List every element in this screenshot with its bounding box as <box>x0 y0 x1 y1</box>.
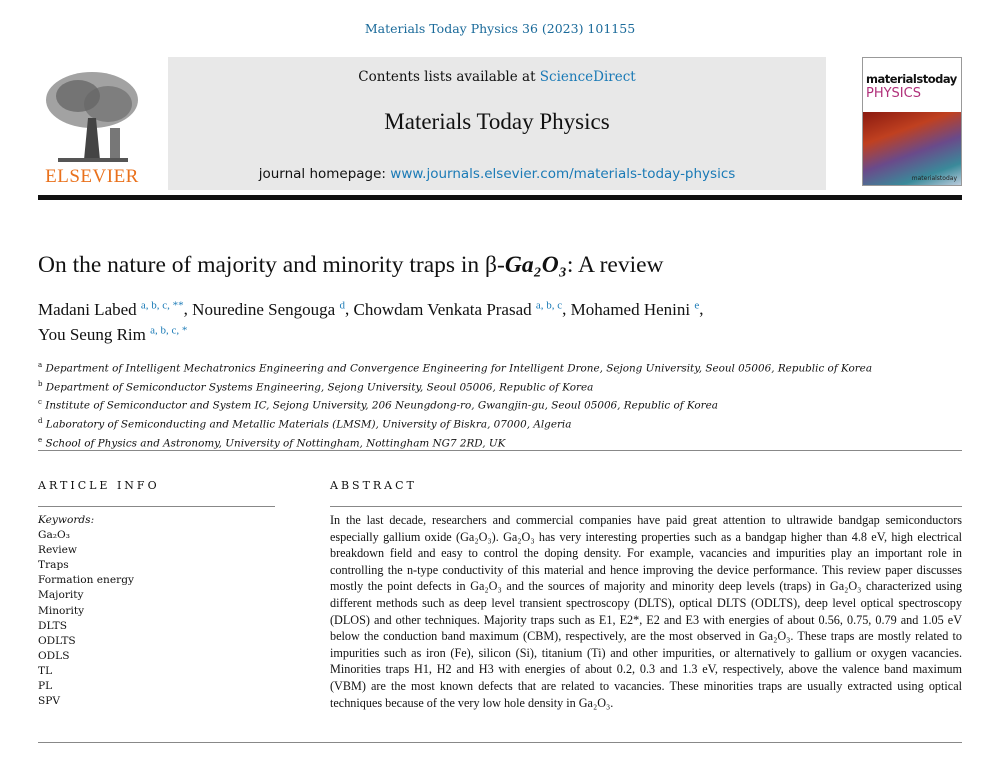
keywords-label: Keywords: <box>38 514 95 526</box>
article-info-heading: ARTICLE INFO <box>38 479 160 492</box>
title-text: On the nature of majority and minority traps in β- <box>38 252 505 278</box>
elsevier-wordmark: ELSEVIER <box>45 166 139 187</box>
keyword: PL <box>38 680 53 693</box>
affiliation: $^c$ Institute of Semiconductor and System IC, Sejong University, 206 Neungdong-ro, Gwangjin-gu, Seoul 05006, Republic of Korea <box>38 398 718 412</box>
author[interactable]: Nouredine Sengouga $^d$ <box>192 299 345 319</box>
keyword: Formation energy <box>38 574 134 587</box>
journal-cover-image <box>862 57 962 186</box>
elsevier-logo <box>38 68 146 188</box>
author[interactable]: You Seung Rim $^{a, b, c, *}$ <box>38 324 188 344</box>
divider <box>38 506 275 507</box>
authors-line-1: Madani Labed $^{a, b, c, **}$, Nouredine Sengouga $^d$, Chowdam Venkata Prasad $^{a, b, c}$, Mohamed Henini $^e$, <box>38 299 704 319</box>
keyword: ODLTS <box>38 634 76 647</box>
keyword: Review <box>38 544 77 557</box>
cover-title: materialstoday <box>866 72 957 86</box>
journal-citation-link[interactable]: Materials Today Physics 36 (2023) 101155 <box>364 21 636 36</box>
authors-line-2 <box>38 324 187 345</box>
keyword: ODLS <box>38 649 70 662</box>
keyword: Ga₂O₃ <box>38 529 70 542</box>
journal-masthead <box>168 57 826 190</box>
author[interactable]: Mohamed Henini $^e$ <box>570 299 700 319</box>
keyword: Minority <box>38 604 85 617</box>
title-suffix: : A review <box>566 252 664 278</box>
cover-subtitle: PHYSICS <box>866 86 921 101</box>
contents-prefix: Contents lists available at <box>358 69 540 85</box>
keyword: TL <box>38 664 53 677</box>
homepage-prefix: journal homepage: <box>258 166 391 182</box>
divider <box>38 450 962 451</box>
homepage-line <box>168 166 826 182</box>
affiliation: $^a$ Department of Intelligent Mechatronics Engineering and Convergence Engineering for Intelligent Drone, Sejong University, Seoul 05006, Republic of Korea <box>38 361 873 375</box>
divider <box>330 506 962 507</box>
keyword: Traps <box>38 559 69 572</box>
title-formula: Ga₂O₃ <box>504 252 567 278</box>
keyword: Majority <box>38 589 84 602</box>
divider <box>38 742 962 743</box>
contents-line <box>168 69 826 85</box>
header-rule <box>38 195 962 200</box>
keyword: SPV <box>38 695 61 708</box>
abstract-heading: ABSTRACT <box>330 479 417 492</box>
journal-name: Materials Today Physics <box>384 109 610 134</box>
cover-footer: materialstoday <box>911 175 957 182</box>
homepage-link[interactable]: www.journals.elsevier.com/materials-today-physics <box>390 166 736 182</box>
affiliations <box>38 358 872 451</box>
affiliation: $^e$ School of Physics and Astronomy, University of Nottingham, Nottingham NG7 2RD, UK <box>38 435 506 450</box>
affiliation: $^b$ Department of Semiconductor Systems Engineering, Sejong University, Seoul 05006, Republic of Korea <box>38 379 594 394</box>
article-title <box>38 252 664 279</box>
abstract-text: In the last decade, researchers and commercial companies have paid great attention to ultrawide bandgap semiconductors especially gallium oxide (Ga₂O₃). Ga₂O₃ has very interesting properties such as a bandgap higher than 4.8 eV, high electrical breakdown field and easy to control the doping density. For example, vacancies and impurities play an important role in controlling the n-type conductivity of this material and hence improving the device performance. This review paper discusses mostly the point defects in Ga₂O₃ and the sources of majority and minority deep levels (traps) in Ga₂O₃ characterized using different methods such as deep level transient spectroscopy (DLTS), optical DLTS (ODLTS), deep level optical spectroscopy (DLOS) and other techniques. Majority traps such as E1, E2*, E2 and E3 with energies of about 0.56, 0.75, 0.79 and 1.05 eV below the conduction band maximum (CBM), respectively, are the most observed in Ga₂O₃. These traps are mostly related to impurities such as iron (Fe), silicon (Si), titanium (Ti) and other impurities, or alternatively to gallium or oxygen vacancies. Minorities traps H1, H2 and H3 with energies of about 0.2, 0.3 and 1.3 eV, respectively, above the valence band maximum (VBM) are the most known defects that are related to vacancies. These minorities traps are usually extracted using optical techniques because of the very low hole density in Ga₂O₃. <box>330 513 962 710</box>
affiliation: $^d$ Laboratory of Semiconducting and Metallic Materials (LMSM), University of Biskra, 07000, Algeria <box>38 417 572 431</box>
sciencedirect-link[interactable]: ScienceDirect <box>539 69 636 85</box>
author[interactable]: Madani Labed $^{a, b, c, **}$ <box>38 299 184 319</box>
keywords-list <box>38 513 134 709</box>
keyword: DLTS <box>38 619 67 632</box>
author[interactable]: Chowdam Venkata Prasad $^{a, b, c}$ <box>353 299 563 319</box>
